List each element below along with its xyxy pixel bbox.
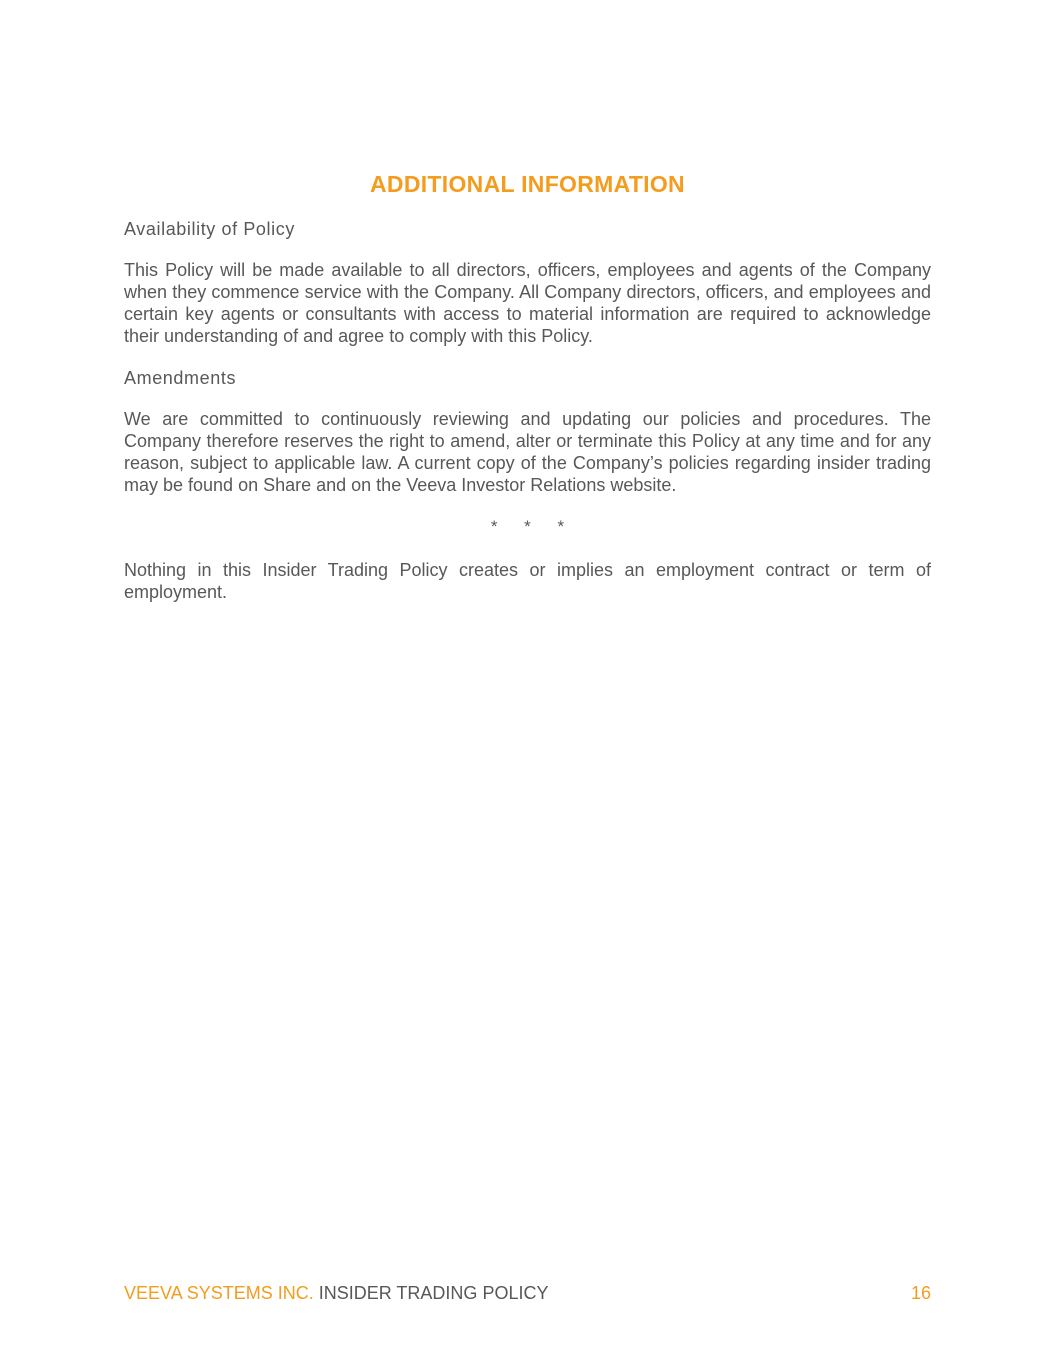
section-separator: * * * (490, 517, 565, 536)
section-heading-availability: Availability of Policy (124, 219, 295, 239)
closing-statement: Nothing in this Insider Trading Policy creates or implies an employment contract or term of employment. (124, 560, 931, 602)
section-body-availability: This Policy will be made available to all directors, officers, employees and agents of the Company when they commence service with the Company. All Company directors, officers, and employees and certain key agents or consultants with access to material information are required to acknowledge their understanding of and agree to comply with this Policy. (124, 260, 931, 346)
footer-document-title: INSIDER TRADING POLICY (318, 1283, 549, 1303)
page-number: 16 (910, 1283, 931, 1303)
page-footer (124, 1282, 931, 1304)
page-title: ADDITIONAL INFORMATION (370, 171, 685, 197)
section-heading-amendments: Amendments (124, 368, 237, 388)
footer-company: VEEVA SYSTEMS INC. (124, 1283, 314, 1303)
page-content (124, 170, 931, 623)
section-body-amendments: We are committed to continuously reviewing and updating our policies and procedures. The Company therefore reserves the right to amend, alter or terminate this Policy at any time and for any reason, subject to applicable law. A current copy of the Company’s policies regarding insider trading may be found on Share and on the Veeva Investor Relations website. (124, 409, 931, 495)
